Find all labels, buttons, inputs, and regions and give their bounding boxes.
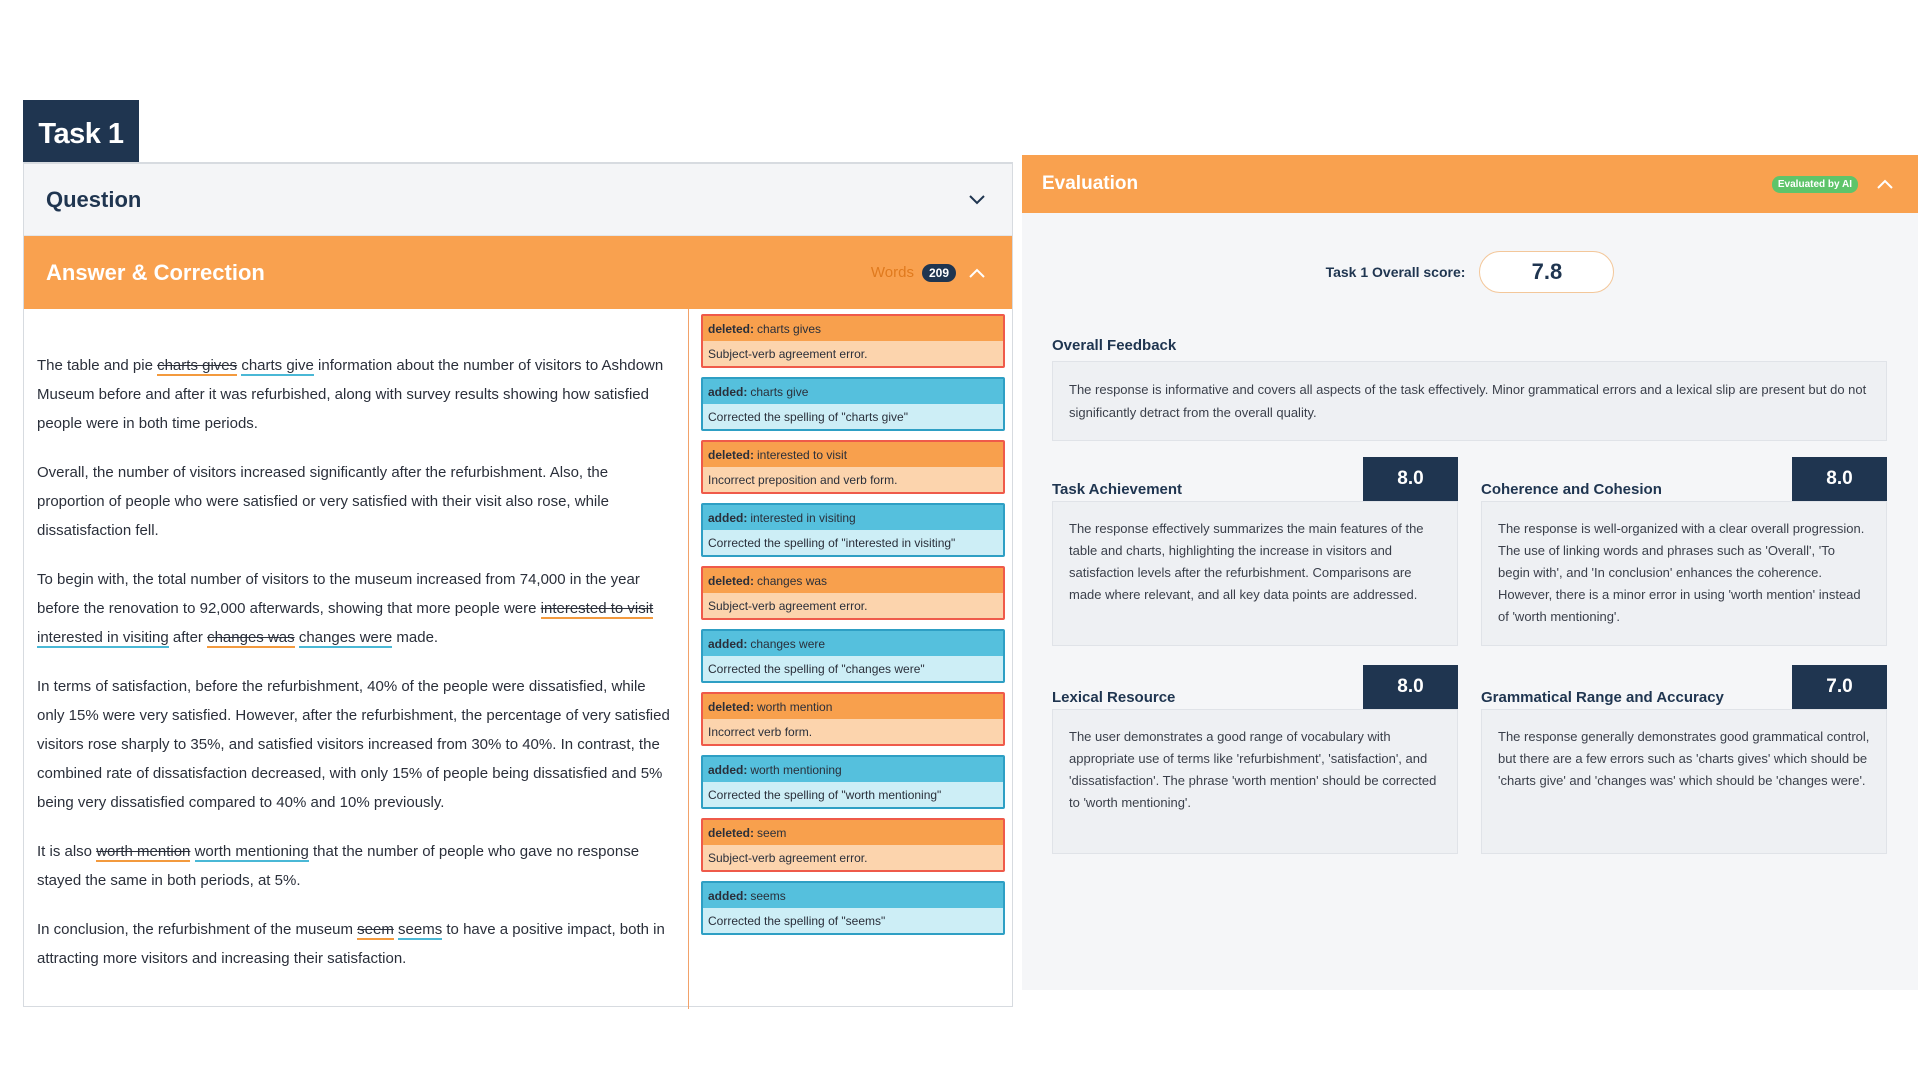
correction-note: Subject-verb agreement error. — [703, 593, 1003, 618]
added-text[interactable]: worth mentioning — [194, 843, 309, 860]
essay-paragraph — [37, 565, 676, 652]
question-title: Question — [46, 186, 142, 212]
essay-text-span: It is also — [37, 843, 97, 860]
correction-note: Corrected the spelling of "changes were" — [703, 656, 1003, 681]
correction-text: interested to visit — [757, 447, 848, 462]
correction-kind: deleted: — [708, 321, 755, 336]
correction-note: Incorrect preposition and verb form. — [703, 467, 1003, 492]
criterion-name: Grammatical Range and Accuracy — [1481, 689, 1724, 706]
correction-text: worth mentioning — [750, 762, 842, 777]
essay-text-span: In conclusion, the refurbishment of the museum — [37, 921, 358, 938]
correction-kind: added: — [708, 762, 748, 777]
correction-note: Subject-verb agreement error. — [703, 845, 1003, 870]
correction-kind: deleted: — [708, 447, 755, 462]
correction-text: charts give — [750, 384, 809, 399]
correction-kind: deleted: — [708, 699, 755, 714]
added-text[interactable]: interested in visiting — [37, 629, 169, 646]
correction-text: interested in visiting — [750, 510, 856, 525]
correction-note: Corrected the spelling of "worth mentioning" — [703, 782, 1003, 807]
correction-kind: added: — [708, 636, 748, 651]
essay-text-span: made. — [392, 629, 439, 646]
correction-kind: added: — [708, 384, 748, 399]
criterion-score: 7.0 — [1792, 665, 1887, 709]
criterion-feedback: The response generally demonstrates good grammatical control, but there are a few errors such as 'charts gives' which should be 'charts give' and 'changes was' which should be 'changes were'. — [1481, 709, 1887, 854]
criterion-feedback: The response is well-organized with a clear overall progression. The use of linking words and phrases such as 'Overall', 'To begin with', and 'In conclusion' enhances the coherence. However, there is a minor error in using 'worth mention' instead of 'worth mentioning'. — [1481, 501, 1887, 646]
corrections-list — [701, 314, 1005, 944]
correction-added[interactable] — [701, 881, 1005, 935]
correction-text: charts gives — [757, 321, 822, 336]
correction-note: Corrected the spelling of "seems" — [703, 908, 1003, 933]
essay-text-span: information about the number of visitors to Ashdown Museum before and after it was refurbished, along with survey results showing how satisfied people were in both time periods. — [37, 357, 664, 432]
correction-kind: added: — [708, 510, 748, 525]
chevron-up-icon[interactable] — [964, 260, 990, 286]
essay-text — [24, 309, 689, 1009]
question-header[interactable] — [24, 164, 1012, 236]
chevron-up-icon[interactable] — [1872, 171, 1898, 197]
correction-note: Subject-verb agreement error. — [703, 341, 1003, 366]
correction-kind: added: — [708, 888, 748, 903]
essay-text-span — [190, 843, 194, 860]
deleted-text[interactable]: seem — [357, 921, 394, 938]
correction-kind: deleted: — [708, 825, 755, 840]
answer-card — [23, 162, 1013, 1007]
correction-note: Incorrect verb form. — [703, 719, 1003, 744]
added-text[interactable]: seems — [398, 921, 443, 938]
correction-deleted[interactable] — [701, 440, 1005, 494]
correction-deleted[interactable] — [701, 818, 1005, 872]
correction-text: changes was — [757, 573, 828, 588]
evaluation-card — [1022, 155, 1918, 990]
correction-added[interactable] — [701, 755, 1005, 809]
answer-correction-header[interactable] — [24, 236, 1012, 309]
correction-text: seems — [750, 888, 786, 903]
deleted-text[interactable]: changes was — [207, 629, 295, 646]
criterion-feedback: The user demonstrates a good range of vocabulary with appropriate use of terms like 'refurbishment', 'satisfaction', and 'dissatisfaction'. The phrase 'worth mention' should be corrected to 'worth mentioning'. — [1052, 709, 1458, 854]
evaluation-header[interactable] — [1022, 155, 1918, 213]
chevron-down-icon[interactable] — [964, 187, 990, 213]
correction-added[interactable] — [701, 629, 1005, 683]
evaluation-title: Evaluation — [1042, 173, 1139, 194]
criterion-coherence-cohesion — [1481, 457, 1887, 646]
essay-text-span: after — [168, 629, 208, 646]
essay-paragraph — [37, 837, 676, 895]
criterion-grammatical-range — [1481, 665, 1887, 854]
overall-feedback-title: Overall Feedback — [1052, 337, 1177, 354]
criterion-feedback: The response effectively summarizes the main features of the table and charts, highlighting the increase in visitors and satisfaction levels after the refurbishment. Comparisons are made where relevant, and all key data points are addressed. — [1052, 501, 1458, 646]
essay-text-span: that the number of people who gave no response stayed the same in both periods, at 5%. — [37, 843, 640, 889]
word-count — [871, 260, 990, 286]
essay-paragraph: In terms of satisfaction, before the refurbishment, 40% of the people were dissatisfied, while only 15% were very satisfied. However, after the refurbishment, the percentage of very satisfied visitors rose sharply to 35%, and satisfied visitors increased from 30% to 40%. In contrast, the combined rate of dissatisfaction decreased, with only 15% of people being dissatisfied and 5% being very dissatisfied compared to 40% and 10% previously. — [37, 678, 670, 811]
essay-paragraph — [37, 915, 676, 973]
criterion-score: 8.0 — [1792, 457, 1887, 501]
evaluated-by-ai-badge: Evaluated by AI — [1772, 176, 1858, 193]
overall-feedback-text: The response is informative and covers all aspects of the task effectively. Minor grammatical errors and a lexical slip are present but do not significantly detract from the overall quality. — [1052, 361, 1887, 441]
essay-paragraph — [37, 351, 676, 438]
overall-score-value: 7.8 — [1479, 251, 1614, 293]
overall-score-label: Task 1 Overall score: — [1325, 264, 1466, 280]
overall-score-row — [1022, 251, 1918, 293]
criterion-task-achievement — [1052, 457, 1458, 646]
correction-text: changes were — [750, 636, 826, 651]
correction-note: Corrected the spelling of "interested in visiting" — [703, 530, 1003, 555]
correction-note: Corrected the spelling of "charts give" — [703, 404, 1003, 429]
correction-text: seem — [757, 825, 787, 840]
correction-added[interactable] — [701, 377, 1005, 431]
correction-text: worth mention — [757, 699, 833, 714]
words-label: Words — [870, 264, 914, 281]
correction-deleted[interactable] — [701, 692, 1005, 746]
deleted-text[interactable]: worth mention — [96, 843, 191, 860]
criterion-name: Lexical Resource — [1052, 689, 1176, 706]
added-text[interactable]: charts give — [241, 357, 314, 374]
deleted-text[interactable]: charts gives — [157, 357, 238, 374]
criterion-score: 8.0 — [1363, 665, 1458, 709]
answer-correction-title: Answer & Correction — [46, 259, 265, 285]
essay-paragraph: Overall, the number of visitors increased significantly after the refurbishment. Also, the proportion of people who were satisfied or very satisfied with their visit also rose, while dissatisfaction fell. — [37, 464, 609, 539]
correction-deleted[interactable] — [701, 314, 1005, 368]
deleted-text[interactable]: interested to visit — [540, 600, 654, 617]
essay-text-span: to have a positive impact, both in attracting more visitors and increasing their satisfaction. — [37, 921, 665, 967]
criterion-lexical-resource — [1052, 665, 1458, 854]
criterion-score: 8.0 — [1363, 457, 1458, 501]
essay-text-span: To begin with, the total number of visitors to the museum increased from 74,000 in the year before the renovation to 92,000 afterwards, showing that more people were — [37, 571, 640, 617]
essay-text-span: The table and pie — [37, 357, 158, 374]
criterion-name: Coherence and Cohesion — [1481, 481, 1662, 498]
task-tab[interactable]: Task 1 — [23, 100, 139, 168]
word-count-badge: 209 — [922, 264, 956, 282]
added-text[interactable]: changes were — [298, 629, 393, 646]
correction-kind: deleted: — [708, 573, 755, 588]
criterion-name: Task Achievement — [1052, 481, 1183, 498]
correction-deleted[interactable] — [701, 566, 1005, 620]
correction-added[interactable] — [701, 503, 1005, 557]
